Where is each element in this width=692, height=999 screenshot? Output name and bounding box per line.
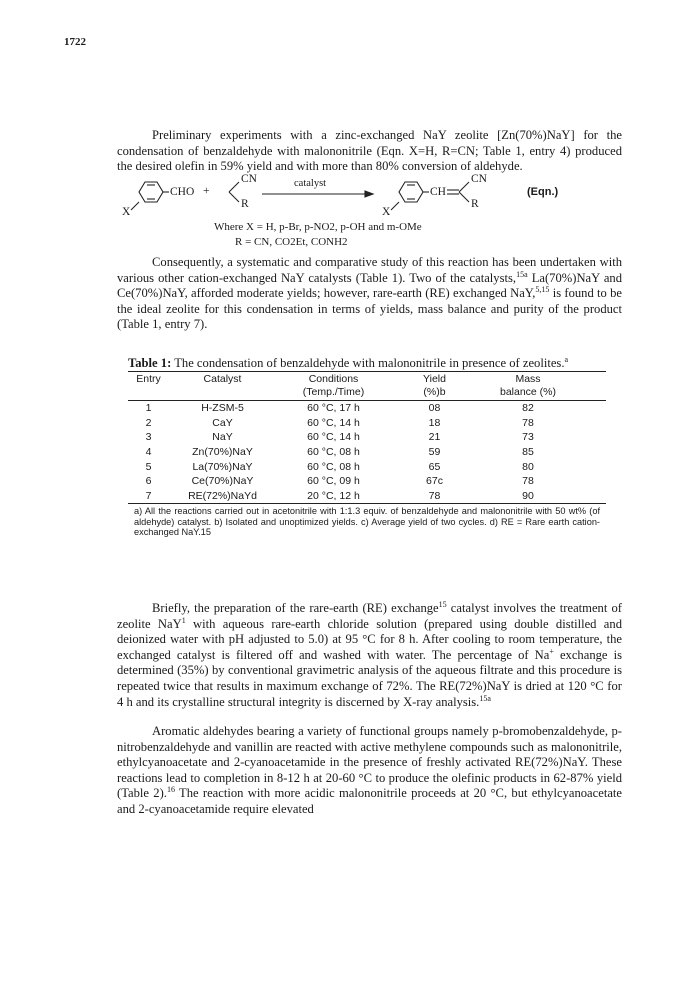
cell-entry: 7 [145, 489, 152, 502]
cell-conditions: 60 °C, 09 h [307, 475, 360, 488]
para2-text-3: is found to be the ideal zeolite for this condensation in terms of yields, mass balance and purity of the product (Table 1, entry 7). [117, 286, 623, 332]
para3-text-2: catalyst involves the treatment of zeolite NaY [117, 601, 622, 631]
header-yield-sub: (%)b [423, 385, 446, 398]
cell-mass-balance: 78 [522, 416, 534, 429]
results-table [128, 371, 606, 538]
cell-yield: 18 [428, 416, 441, 429]
cell-yield: 59 [428, 446, 441, 459]
x-left: X [122, 206, 131, 218]
paragraph-aromatic-aldehydes [117, 724, 622, 818]
ref-15a: 15a [516, 269, 528, 279]
cell-catalyst: Zn(70%)NaY [192, 446, 253, 459]
cell-conditions: 60 °C, 14 h [307, 416, 360, 429]
paragraph-study [117, 255, 622, 333]
cell-mass-balance: 82 [522, 402, 534, 415]
header-mass-sub: balance (%) [499, 385, 557, 398]
cell-yield: 67c [426, 475, 443, 488]
paragraph-intro: Preliminary experiments with a zinc-exchanged NaY zeolite [Zn(70%)NaY] for the condensation of benzaldehyde with malononitrile (Eqn. X=H, R=CN; Table 1, entry 4) produced the desired olefin in 59% yield and with more than 80% conversion of aldehyde. [117, 128, 622, 174]
table-caption-sup: a [564, 354, 569, 364]
table-row [128, 430, 606, 445]
ref-16: 16 [166, 785, 175, 795]
cell-catalyst: RE(72%)NaYd [188, 489, 257, 502]
cell-entry: 5 [145, 460, 152, 473]
table-body [128, 401, 606, 503]
cell-mass-balance: 78 [522, 475, 534, 488]
reaction-scheme [117, 170, 622, 254]
header-conditions-sub: (Temp./Time) [302, 385, 365, 398]
where-r-definition: R = CN, CO2Et, CONH2 [235, 236, 348, 248]
cell-yield: 78 [428, 489, 441, 502]
cell-entry: 4 [145, 446, 152, 459]
header-yield: Yield [423, 372, 446, 385]
table-footnote: a) All the reactions carried out in acetonitrile with 1:1.3 equiv. of benzaldehyde and malononitrile with 50 wt% (of aldehyde) catalyst. b) Isolated and unoptimized yields. c) Average yield of two cycles. d) RE = Rare earth cation-exchanged NaY.15 [134, 506, 600, 538]
cell-entry: 3 [145, 431, 152, 444]
cell-mass-balance: 80 [522, 460, 534, 473]
para3-text-3: with aqueous rare-earth chloride solution (prepared using double distilled and deionized water with pH adjusted to 5.0) at 95 °C for 8 h. After cooling to room temperature, the exchanged catalyst is filtered off and washed with water. The percentage of Na [117, 616, 622, 662]
table-row [128, 489, 606, 504]
cell-catalyst: NaY [212, 431, 233, 444]
header-entry: Entry [136, 372, 161, 385]
cell-yield: 65 [428, 460, 441, 473]
ref-5-15: 5,15 [535, 285, 550, 294]
page-number: 1722 [64, 36, 86, 48]
sodium-charge: + [549, 646, 554, 656]
plus-sign: + [203, 185, 210, 197]
para2-text-2: La(70%)NaY and Ce(70%)NaY, afforded moderate yields; however, rare-earth (RE) exchanged NaY, [117, 270, 622, 301]
cell-mass-balance: 73 [522, 431, 534, 444]
table-caption [128, 356, 568, 371]
product-ch: CH [430, 186, 446, 198]
cell-mass-balance: 90 [522, 489, 534, 502]
table-row [128, 445, 606, 460]
r-right: R [471, 198, 479, 210]
cn-left: CN [241, 173, 257, 185]
table-row [128, 416, 606, 431]
cell-conditions: 60 °C, 17 h [307, 402, 360, 415]
cell-yield: 21 [428, 431, 441, 444]
header-mass: Mass [515, 372, 541, 385]
ref-1: 1 [181, 615, 186, 625]
cell-yield: 08 [428, 402, 441, 415]
cell-catalyst: CaY [212, 416, 233, 429]
r-left: R [241, 198, 249, 210]
ref-15: 15 [438, 599, 447, 609]
where-x-definition: Where X = H, p-Br, p-NO2, p-OH and m-OMe [214, 221, 422, 233]
para3-text-1: Briefly, the preparation of the rare-earth (RE) exchange [152, 601, 439, 615]
table-row [128, 474, 606, 489]
ref-15a-2: 15a [479, 693, 491, 703]
cell-catalyst: H-ZSM-5 [201, 402, 244, 415]
catalyst-label: catalyst [294, 178, 327, 189]
table-row [128, 401, 606, 416]
header-conditions: Conditions [308, 372, 359, 385]
paragraph-preparation [117, 601, 622, 710]
cell-entry: 6 [145, 475, 152, 488]
aldehyde-group: CHO [170, 186, 195, 198]
cell-conditions: 20 °C, 12 h [307, 489, 360, 502]
table-caption-text: The condensation of benzaldehyde with malononitrile in presence of zeolites. [171, 356, 565, 370]
cell-conditions: 60 °C, 14 h [307, 431, 360, 444]
para4-text-2: The reaction with more acidic malononitrile proceeds at 20 °C, but ethylcyanoacetate and 2-cyanoacetamide require elevated [117, 786, 622, 816]
equation-label: (Eqn.) [527, 186, 559, 198]
para4-text-1: Aromatic aldehydes bearing a variety of functional groups namely p-bromobenzaldehyde, p-nitrobenzaldehyde and vanillin are reacted with active methylene compounds such as malononitrile, ethylcyanoacetate and 2-cyanoacetamide in the presence of freshly activated RE(72%)NaY. These reactions lead to completion in 8-12 h at 20-60 °C to produce the olefinic products in 62-87% yield (Table 2). [117, 724, 622, 801]
cell-entry: 1 [145, 402, 152, 415]
table-header-row-1 [128, 372, 606, 385]
para2-text-1: Consequently, a systematic and comparative study of this reaction has been undertaken with various other cation-exchanged NaY catalysts (Table 1). Two of the catalysts, [117, 255, 622, 285]
cell-conditions: 60 °C, 08 h [307, 446, 360, 459]
cell-catalyst: La(70%)NaY [192, 460, 253, 473]
cell-mass-balance: 85 [522, 446, 534, 459]
x-right: X [382, 206, 391, 218]
cell-entry: 2 [145, 416, 152, 429]
scheme-definitions [214, 220, 422, 250]
cn-right: CN [471, 173, 487, 185]
table-caption-label: Table 1: [128, 356, 172, 370]
header-catalyst: Catalyst [203, 372, 242, 385]
table-header-row-2 [128, 385, 606, 398]
cell-conditions: 60 °C, 08 h [307, 460, 360, 473]
table-row [128, 459, 606, 474]
cell-catalyst: Ce(70%)NaY [191, 475, 254, 488]
para3-text-4: exchange is determined (35%) by conventional gravimetric analysis of the aqueous filtrate and this procedure is repeated twice that results in maximum exchange of 72%. The RE(72%)NaY is dried at 120 °C for 4 h and its crystalline structural integrity is discerned by X-ray analysis. [117, 647, 622, 709]
